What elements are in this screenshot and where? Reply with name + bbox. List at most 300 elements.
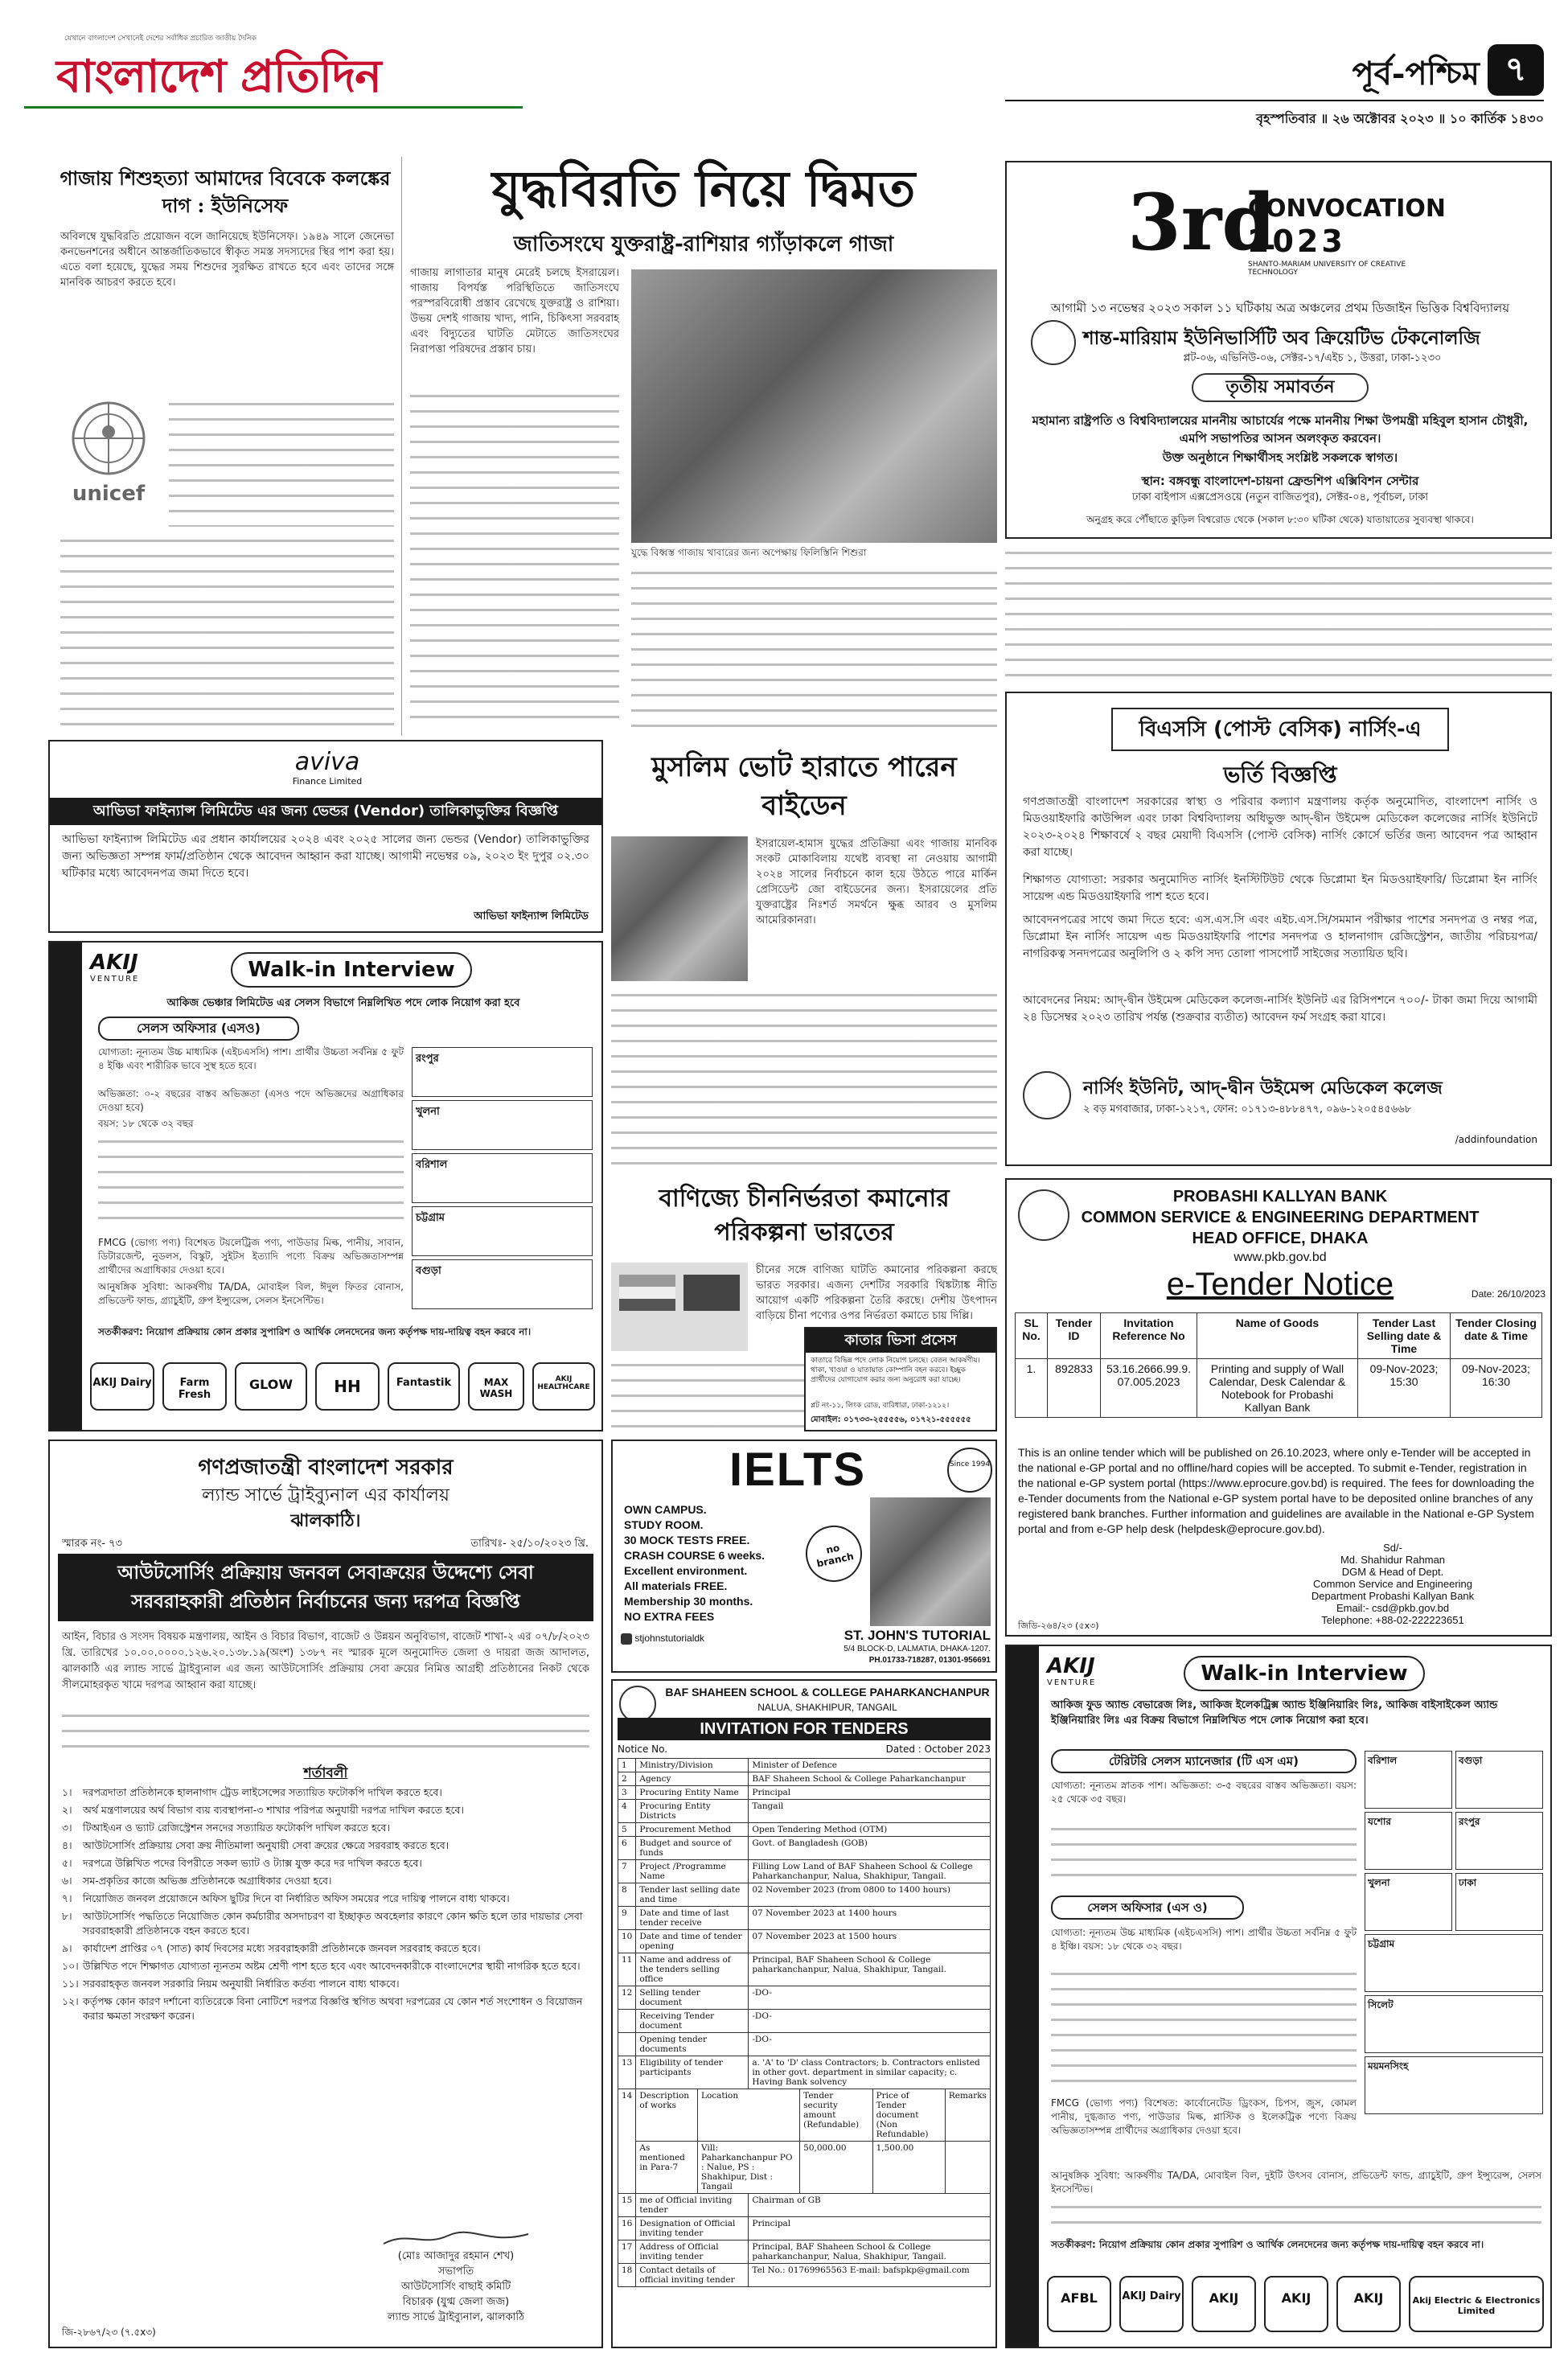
baf-cell: 3 — [618, 1786, 636, 1800]
ls-condition-12: ১২। কর্তৃপক্ষ কোন কারণ দর্শানো ব্যতিরেকে বিনা নোটিশে দরপত্র বিজ্ঞপ্তি স্থগিত অথবা দরপত্রের যে কোন শর্ত সংশোধন ও বিয়োজন করার ক্ষমতা সংরক্ষণ করেন। — [62, 1994, 589, 2023]
table-row — [618, 2194, 991, 2217]
india-china-headline: বাণিজ্যে চীননির্ভরতা কমানোর পরিকল্পনা ভারতের — [659, 1185, 950, 1247]
lead-photo — [631, 269, 997, 543]
ls-office: ল্যান্ড সার্ভে ট্রাইব্যুনাল এর কার্যালয় — [202, 1485, 449, 1505]
baf-cell: 17 — [618, 2241, 636, 2264]
baf-cell: 07 November 2023 at 1400 hours — [749, 1907, 991, 1930]
akij-left-qualification: যোগ্যতা: নূন্যতম উচ্চ মাধ্যমিক (এইচএসসি) পাশ। প্রার্থীর উচ্চতা সর্বনিম্ন ৫ ফুট ৪ ইঞ্চি এবং শারীরিক ভাবে সুস্থ হতে হবে। — [98, 1046, 404, 1071]
pkb-body: This is an online tender which will be published on 26.10.2023, where only e-Tender will be accepted in the national e-GP portal and no offline/hard copies will be accepted. To submit e-Tender, registration in the national e-GP system portal (https://www.eprocure.gov.bd) is required. The fees for downloading the e-Tender documents from the National e-GP system portal have to be deposited online branches of any registered bank branches. Further information and guidelines are available in the National e-GP System portal and from e-GP help desk (helpdesk@eprocure.gov.bd). — [1018, 1446, 1535, 1535]
baf-cell: 12 — [618, 1986, 636, 2010]
akij-left-brand-name: AKIJ — [90, 951, 138, 975]
table-row — [618, 1800, 991, 1823]
ielts-address: 5/4 BLOCK-D, LALMATIA, DHAKA-1207. — [844, 1645, 991, 1653]
baf-cell: 02 November 2023 (from 0800 to 1400 hours) — [749, 1883, 991, 1907]
table-row — [618, 1930, 991, 1953]
convocation-university-bn: শান্ত-মারিয়াম ইউনিভার্সিটি অব ক্রিয়েটিভ টেকনোলজি — [1083, 328, 1480, 349]
pkb-tender-table — [1015, 1312, 1542, 1418]
ls-condition-5: ৫। দরপত্রে উল্লিখিত পদের বিপরীতে সকল ভ্যাট ও ট্যাক্স যুক্ত করে দর দাখিল করতে হবে। — [62, 1856, 589, 1871]
akij-left-details — [98, 1136, 404, 1232]
akij-right-location-5: খুলনা — [1365, 1873, 1452, 1931]
ielts-item-4: CRASH COURSE 6 weeks. — [624, 1549, 766, 1562]
akij-right-location-7: চট্টগ্রাম — [1365, 1934, 1543, 1992]
baf-cell: 16 — [618, 2217, 636, 2241]
masthead-rule-left — [24, 106, 523, 109]
akij-left-brand-sub: VENTURE — [90, 975, 140, 984]
akij-right-benefits: আনুষঙ্গিক সুবিধা: আকর্ষণীয় TA/DA, মোবাইল বিল, দুইটি উৎসব বোনাস, প্রভিডেন্ট ফান্ড, গ্র্যাচুইটি, গ্রুপ ইন্স্যুরেন্স, সেলস ইনসেন্টিভ। — [1051, 2170, 1541, 2195]
brand-logo-6: MAX WASH — [468, 1362, 524, 1411]
pkb-ref: জিডি-২৬৪/২৩ (৫x৩) — [1018, 1620, 1099, 1631]
masthead — [0, 0, 1568, 153]
ls-date: তারিখঃ- ২৫/১০/২০২৩ খ্রি. — [470, 1538, 589, 1550]
baf-contact-table — [618, 2193, 991, 2287]
baf-works-cell: As mentioned in Para-7 — [636, 2142, 698, 2194]
ls-signer-title: সভাপতি — [437, 2265, 474, 2277]
baf-works-cell: 50,000.00 — [800, 2142, 872, 2194]
akij-left-location-1: রংপুর — [412, 1047, 593, 1097]
ls-condition-6: ৬। সম-প্রকৃতির কাজে অভিজ্ঞ প্রতিষ্ঠানকে অগ্রাধিকার দেওয়া হবে। — [62, 1874, 589, 1888]
convocation-event-label — [1192, 373, 1369, 402]
ls-signature-block — [323, 2229, 589, 2325]
baf-school: BAF SHAHEEN SCHOOL & COLLEGE PAHARKANCHANPUR — [665, 1686, 990, 1698]
baf-works-head: Description of works — [636, 2089, 698, 2142]
baf-cell: Principal — [749, 2217, 991, 2241]
akij-left-title-box — [231, 952, 472, 988]
section-title: পূর্ব-পশ্চিম — [1352, 55, 1480, 92]
table-row — [618, 1759, 991, 1772]
ls-condition-2-text: অর্থ মন্ত্রণালয়ের অর্থ বিভাগ ব্যয় ব্যবস্থাপনা-৩ শাখার পরিপত্র অনুযায়ী দরপত্র দাখিল করতে হবে। — [83, 1804, 464, 1816]
convocation-title: CONVOCATION — [1248, 195, 1446, 223]
ielts-since: Since 1994 — [949, 1460, 991, 1468]
ielts-title: IELTS — [729, 1444, 867, 1496]
ls-signer-office: বিচারক (যুগ্ম জেলা জজ) — [402, 2296, 510, 2308]
ielts-student-photo — [870, 1497, 991, 1626]
ls-conditions-title: শর্তাবলী — [303, 1765, 348, 1781]
akij-right-location-9: ময়মনসিংহ — [1365, 2056, 1543, 2114]
pkb-signature-block — [1272, 1542, 1513, 1626]
baf-cell: 7 — [618, 1860, 636, 1883]
baf-notice-no: Notice No. — [618, 1744, 668, 1755]
akij-right-title-box — [1184, 1656, 1425, 1691]
nursing-point-1: শিক্ষাগত যোগ্যতা: সরকার অনুমোদিত নার্সিং ইনস্টিটিউট থেকে ডিপ্লোমা ইন মিডওয়াইফারি/ ডিপ্লোমা ইন নার্সিং সায়েন্স এন্ড মিডওয়াইফারি পাশ হতে হবে। — [1023, 873, 1537, 903]
ls-condition-6-text: সম-প্রকৃতির কাজে অভিজ্ঞ প্রতিষ্ঠানকে অগ্রাধিকার দেওয়া হবে। — [83, 1875, 332, 1887]
baf-tender-ad — [611, 1679, 997, 2348]
akij-right-intro: আকিজ ফুড অ্যান্ড বেভারেজ লিঃ, আকিজ ইলেকট্রিক্স অ্যান্ড ইঞ্জিনিয়ারিং লিঃ, আকিজ বাইসাইকেল অ্যান্ড ইঞ্জিনিয়ারিং লিঃ এর বিক্রয় বিভাগে নিম্নলিখিত পদে লোক নিয়োগ করা হবে। — [1051, 1699, 1498, 1727]
ls-gov: গণপ্রজাতন্ত্রী বাংলাদেশ সরকার — [198, 1456, 454, 1480]
baf-cell: 6 — [618, 1837, 636, 1860]
table-row — [618, 1786, 991, 1800]
baf-works-cell: 1,500.00 — [872, 2142, 945, 2194]
akij-left-experience: অভিজ্ঞতা: ০-২ বছরের বাস্তব অভিজ্ঞতা (এসও পদে অভিজ্ঞদের অগ্রাধিকার দেওয়া হবে) — [98, 1088, 404, 1113]
table-row — [618, 1823, 991, 1837]
nursing-intro: গণপ্রজাতন্ত্রী বাংলাদেশ সরকারের স্বাস্থ্য ও পরিবার কল্যাণ মন্ত্রণালয় কর্তৃক অনুমোদিত, বাংলাদেশ নার্সিং ও মিডওয়াইফারি কাউন্সিল এবং ঢাকা বিশ্ববিদ্যালয় অধিভুক্ত আদ্-দ্বীন উইমেন্স মেডিকেল কলেজের নার্সিং ইউনিটে ২০২৩-২০২৪ শিক্ষাবর্ষে ২ বছর মেয়াদী বিএসসি (পোস্ট বেসিক) নার্সিং কোর্সে ভর্তির জন্য আবেদন পত্র আহ্বান করা যাচ্ছে। — [1023, 795, 1537, 859]
akij-right-brand-sub: VENTURE — [1047, 1678, 1097, 1687]
baf-notice-line — [618, 1744, 991, 1755]
aviva-logo-sub: Finance Limited — [292, 776, 363, 787]
baf-cell: Date and time of last tender receive — [636, 1907, 749, 1930]
ls-condition-9: ৯। কার্যাদেশ প্রাপ্তির ০৭ (সাত) কার্য দিবসের মধ্যে সরবরাহকারী প্রতিষ্ঠানকে জনবল সরবরাহ করতে হবে। — [62, 1941, 589, 1956]
masthead-rule — [1005, 100, 1544, 101]
akij-left-brand-strip — [90, 1354, 597, 1422]
akij-left-ad — [48, 941, 603, 1431]
date-line: বৃহস্পতিবার ॥ ২৬ অক্টোবর ২০২৩ ॥ ১০ কার্তিক ১৪৩০ — [1256, 111, 1544, 126]
ls-condition-8: ৮। আউটসোর্সিং পদ্ধতিতে নিয়োজিত কোন কর্মচারীর অসদাচরণ বা ইচ্ছাকৃত অবহেলার কারণে কোন ক্ষতি হলে তার দায়ভার সেবা সরবরাহকারী প্রতিষ্ঠানকে বহন করতে হবে। — [62, 1909, 589, 1938]
ls-condition-10-text: উল্লিখিত পদে শিক্ষাগত যোগ্যতা ন্যূনতম অষ্টম শ্রেণী পাশ হতে হবে এবং আবেদনকারীকে বাংলাদেশের স্থায়ী নাগরিক হতে হবে। — [83, 1960, 581, 1972]
brand-logo-akij-1: AKIJ — [1192, 2276, 1256, 2332]
akij-left-intro: আকিজ ভেঞ্চার লিমিটেড এর সেলস বিভাগে নিম্নলিখিত পদে লোক নিয়োগ করা হবে — [166, 997, 520, 1009]
lead-photo-caption: যুদ্ধে বিধ্বস্ত গাজায় খাবারের জন্য অপেক্ষায় ফিলিস্তিনি শিশুরা — [631, 547, 867, 558]
akij-right-extra — [1051, 2201, 1541, 2233]
convocation-number: 3rd — [1127, 177, 1276, 268]
table-row — [618, 2089, 991, 2142]
nursing-subtitle: ভর্তি বিজ্ঞপ্তি — [1223, 762, 1337, 788]
baf-cell: Tel No.: 01769965563 E-mail: bafspkp@gmail.com — [749, 2264, 991, 2287]
pkb-web[interactable]: www.pkb.gov.bd — [1233, 1251, 1327, 1264]
baf-cell: Contact details of official inviting tender — [636, 2264, 749, 2287]
land-survey-ad — [48, 1440, 603, 2348]
table-row — [618, 1860, 991, 1883]
baf-cell: Name and address of the tenders selling office — [636, 1953, 749, 1986]
baf-cell: 9 — [618, 1907, 636, 1930]
baf-cell: Receiving Tender document — [636, 2010, 749, 2033]
baf-cell: Date and time of tender opening — [636, 1930, 749, 1953]
convocation-venue-label: স্থান: বঙ্গবন্ধু বাংলাদেশ-চায়না ফ্রেন্ডশিপ এক্সিবিশন সেন্টার — [1141, 474, 1419, 488]
brand-logo-akij-3: AKIJ — [1336, 2276, 1401, 2332]
convocation-welcome: উক্ত অনুষ্ঠানে শিক্ষার্থীসহ সংশ্লিষ্ট সকলকে স্বাগত। — [1162, 450, 1398, 465]
nursing-title-box — [1111, 708, 1449, 751]
brand-logo-dairy: AKIJ Dairy — [1119, 2276, 1184, 2332]
akij-right-loc-row — [1365, 1751, 1543, 1809]
baf-cell: 10 — [618, 1930, 636, 1953]
ls-condition-1-text: দরপত্রদাতা প্রতিষ্ঠানকে হালনাগাদ ট্রেড লাইসেন্সের সত্যায়িত ফটোকপি দাখিল করতে হবে। — [83, 1786, 442, 1798]
baf-cell: BAF Shaheen School & College Paharkanchanpur — [749, 1772, 991, 1786]
brand-logo-2: Farm Fresh — [162, 1362, 227, 1411]
table-row — [618, 1986, 991, 2010]
baf-cell — [618, 2033, 636, 2056]
ls-title — [58, 1554, 593, 1621]
akij-right-position2: সেলস অফিসার (এস ও) — [1087, 1900, 1208, 1915]
page-number-badge — [1488, 44, 1544, 96]
akij-left-brand — [90, 951, 187, 984]
biden-body: ইসরায়েল-হামাস যুদ্ধের প্রতিক্রিয়া এবং গাজায় মানবিক সংকট মোকাবিলায় যথেষ্ট ব্যবস্থা না নেওয়ায় আগামী ২০২৪ সালের নির্বাচনে কাল হয়ে উঠতে পারে মার্কিন প্রেসিডেন্ট জো বাইডেনের জন্য। ইসরায়েলের প্রতি যুক্তরাষ্ট্রের নিঃশর্ত সমর্থনে ক্ষুব্ধ আরব ও মুসলিম আমেরিকানরা। — [756, 838, 997, 926]
qatar-visa-phone: মোবাইল: ০১৭৩৩-২৫৫৫৫৬, ০১৭২১-৫৫৫৫৫৫ — [811, 1415, 971, 1424]
baf-cell: -DO- — [749, 2033, 991, 2056]
ls-condition-7-text: নিয়োজিত জনবল প্রয়োজনে অফিস ছুটির দিনে বা নির্ধারিত অফিস সময়ের পরে দায়িত্ব পালনে বাধ্য থাকবে। — [83, 1892, 510, 1904]
unicef-headline: গাজায় শিশুহত্যা আমাদের বিবেকে কলঙ্কের দাগ : ইউনিসেফ — [60, 166, 391, 217]
baf-cell: Principal, BAF Shaheen School & College paharkanchanpur, Nalua, Shakhipur, Tangail. — [749, 2241, 991, 2264]
baf-works-head: Tender security amount (Refundable) — [800, 2089, 872, 2142]
akij-right-side-band — [1007, 1646, 1039, 2347]
baf-cell: 5 — [618, 1823, 636, 1837]
ielts-item-5: Excellent environment. — [624, 1564, 748, 1577]
pkb-td-selling: 09-Nov-2023; 15:30 — [1358, 1359, 1451, 1418]
ielts-phone: PH.01733-718287, 01301-956691 — [868, 1656, 991, 1665]
nursing-address: ২ বড় মগবাজার, ঢাকা-১২১৭, ফোন: ০১৭১৩-৪৮৮৪৭৭, ০৯৬-১২০৫৪৫৬৬৮ — [1083, 1103, 1412, 1115]
ielts-ad — [611, 1440, 997, 1673]
unicef-story — [48, 157, 402, 736]
baf-title: INVITATION FOR TENDERS — [618, 1718, 991, 1740]
convocation-venue-detail: ঢাকা বাইপাস এক্সপ্রেসওয়ে (নতুন বাজিতপুর), সেক্টর-০৪, পূর্বাচল, ঢাকা — [1131, 491, 1429, 503]
unicef-body-text — [169, 398, 394, 527]
page-number: ৭ — [1504, 49, 1527, 88]
baf-cell: Eligibility of tender participants — [636, 2056, 749, 2089]
nursing-title: বিএসসি (পোস্ট বেসিক) নার্সিং-এ — [1139, 717, 1422, 741]
ielts-social[interactable] — [621, 1633, 782, 1645]
baf-cell: Procuring Entity Name — [636, 1786, 749, 1800]
pkb-th-ref: Invitation Reference No — [1101, 1313, 1197, 1359]
nursing-ad — [1005, 692, 1552, 1166]
pkb-th-sl: SL No. — [1016, 1313, 1048, 1359]
pkb-notice-title: e-Tender Notice — [1166, 1267, 1394, 1302]
ls-condition-9-text: কার্যাদেশ প্রাপ্তির ০৭ (সাত) কার্য দিবসের মধ্যে সরবরাহকারী প্রতিষ্ঠানকে জনবল সরবরাহ করতে হবে। — [83, 1942, 481, 1954]
baf-cell: Filling Low Land of BAF Shaheen School & College Paharkanchanpur, Nalua, Shakhipur, Tangail. — [749, 1860, 991, 1883]
pkb-tender-ad — [1005, 1178, 1552, 1637]
baf-cell: 4 — [618, 1800, 636, 1823]
baf-cell: Designation of Official inviting tender — [636, 2217, 749, 2241]
ls-signature-scribble — [323, 2229, 589, 2249]
baf-cell: Open Tendering Method (OTM) — [749, 1823, 991, 1837]
baf-cell: Chairman of GB — [749, 2194, 991, 2217]
baf-cell: 1 — [618, 1759, 636, 1772]
unicef-emblem-icon — [60, 398, 157, 478]
ls-signer-committee: আউটসোর্সিং বাছাই কমিটি — [400, 2281, 511, 2293]
ls-location: ঝালকাঠি। — [290, 1511, 361, 1531]
akij-right-location-3: যশোর — [1365, 1812, 1452, 1870]
ielts-org: ST. JOHN'S TUTORIAL — [844, 1628, 991, 1643]
convocation-badge — [1127, 170, 1446, 291]
ls-signer-office2: ল্যান্ড সার্ভে ট্রাইব্যুনাল, ঝালকাঠি — [387, 2311, 525, 2323]
aviva-ad — [48, 740, 603, 933]
akij-right-location-grid — [1365, 1751, 1543, 2161]
lead-excerpt: গাজায় লাগাতার মানুষ মেরেই চলছে ইসরায়েল। গাজায় বিপর্যস্ত পরিস্থিতিতে জাতিসংঘে পরস্পরবিরোধী প্রস্তাব রেখেছে যুক্তরাষ্ট্র ও রাশিয়া। উভয় দেশই গাজায় খাদ্য, পানি, চিকিৎসা সরবরাহ এবং বিদ্যুতের ঘাটতি মেটাতে জাতিসংঘের নিরাপত্তা পরিষদের প্রস্তাব চায়। — [410, 267, 619, 355]
lead-body-right — [631, 567, 997, 728]
akij-right-brand — [1047, 1654, 1143, 1687]
india-flag-icon — [619, 1275, 675, 1311]
brand-logo-afbl: AFBL — [1047, 2276, 1111, 2332]
brand-logo-electric: Akij Electric & Electronics Limited — [1409, 2276, 1544, 2332]
baf-cell: Opening tender documents — [636, 2033, 749, 2056]
aviva-logo-text: aviva — [294, 748, 360, 776]
ielts-item-7: Membership 30 months. — [624, 1595, 753, 1608]
ielts-no-branch: no branch — [815, 1542, 856, 1570]
pkb-email[interactable]: Email:- csd@pkb.gov.bd — [1336, 1602, 1450, 1614]
baf-works-cell: Vill: Paharkanchanpur PO : Nalue, PS : Shakhipur, Dist : Tangail — [698, 2142, 800, 2194]
nursing-college-logo-icon — [1023, 1071, 1071, 1119]
pkb-th-id: Tender ID — [1048, 1313, 1101, 1359]
qatar-visa-ad — [804, 1327, 997, 1431]
baf-cell: Ministry/Division — [636, 1759, 749, 1772]
baf-cell: 11 — [618, 1953, 636, 1986]
biden-headline: মুসলিম ভোট হারাতে পারেন বাইডেন — [651, 751, 957, 822]
brand-logo-1: AKIJ Dairy — [90, 1362, 154, 1411]
lead-headline: যুদ্ধবিরতি নিয়ে দ্বিমত — [491, 159, 916, 218]
akij-right-brand-strip — [1047, 2269, 1545, 2342]
akij-right-pos2-detail: যোগ্যতা: নূন্যতম উচ্চ মাধ্যমিক (এইচএসসি) পাশ। প্রার্থীর উচ্চতা সর্বনিম্ন ৫ ফুট ৪ ইঞ্চি। বয়স: ১৮ থেকে ৩২ বছর। — [1051, 1927, 1357, 1952]
baf-row14-no: 14 — [618, 2089, 636, 2194]
baf-cell: Procuring Entity Districts — [636, 1800, 749, 1823]
table-row — [618, 1953, 991, 1986]
ls-condition-11-text: সরবরাহকৃত জনবল সরকারি নিয়ম অনুযায়ী নির্ধারিত কর্তব্য পালনে বাধ্য থাকবে। — [83, 1978, 400, 1990]
baf-cell: Tangail — [749, 1800, 991, 1823]
aviva-logo — [259, 748, 396, 787]
qatar-visa-address: প্লট নং-১১, লিংক রোড, বারিধারা, ঢাকা-১২১২। — [811, 1402, 950, 1410]
ls-signer: (মোঃ আজাদুর রহমান শেখ) — [397, 2250, 515, 2262]
aviva-signature: আভিভা ফাইন্যান্স লিমিটেড — [474, 910, 589, 922]
baf-works-head: Location — [698, 2089, 800, 2142]
ls-condition-12-text: কর্তৃপক্ষ কোন কারণ দর্শানো ব্যতিরেকে বিনা নোটিশে দরপত্র বিজ্ঞপ্তি স্থগিত অথবা দরপত্রের যে কোন শর্ত সংশোধন ও বিয়োজন করার ক্ষমতা সংরক্ষণ করেন। — [83, 1995, 583, 2022]
convocation-event-text: তৃতীয় সমাবর্তন — [1225, 377, 1335, 397]
table-row — [618, 2142, 991, 2194]
convocation-address: প্লট-০৬, এভিনিউ-০৬, সেক্টর-১৭/এইচ ১, উত্তরা, ঢাকা-১২৩০ — [1183, 352, 1442, 364]
baf-cell: me of Official inviting tender — [636, 2194, 749, 2217]
pkb-td-sl: 1. — [1016, 1359, 1048, 1418]
akij-left-benefits: আনুষঙ্গিক সুবিধা: আকর্ষণীয় TA/DA, মোবাইল বিল, ঈদুল ফিতর বোনাস, প্রভিডেন্ট ফান্ড, গ্র্যাচুইটি, গ্রুপ ইন্স্যুরেন্স, সেলস ইনসেন্টিভ। — [98, 1281, 404, 1306]
unicef-lead: অবিলম্বে যুদ্ধবিরতি প্রয়োজন বলে জানিয়েছে ইউনিসেফ। ১৯৪৯ সালে জেনেভা কনভেনশনের অধীনে আন্তর্জাতিকভাবে স্বীকৃত সমস্ত সদস্যদের স্থির পাশ করা হয়। এতে বলা হয়েছে, যুদ্ধের সময় শিশুদের সুরক্ষিত রাখতে হবে এবং তাদের সঙ্গে মানবিক আচরণ করতে হবে। — [60, 231, 394, 289]
akij-left-position-box — [98, 1017, 299, 1041]
table-row — [618, 2264, 991, 2287]
pkb-phone: Telephone: +88-02-222223651 — [1321, 1614, 1464, 1626]
convocation-ad — [1005, 161, 1552, 539]
akij-left-warning: সতর্কীকরণ: নিয়োগ প্রক্রিয়ায় কোন প্রকার সুপারিশ ও আর্থিক লেনদেনের জন্য কর্তৃপক্ষ দায়-দায়িত্ব বহন করবে না। — [98, 1326, 532, 1337]
aviva-body: আভিভা ফাইন্যান্স লিমিটেড এর প্রধান কার্যালয়ের ২০২৪ এবং ২০২৫ সালের জন্য ভেন্ডর (Vendor) তালিকাভুক্তির জন্য অভিজ্ঞতা সম্পন্ন ফার্ম/প্রতিষ্ঠান থেকে আবেদন আহ্বান করা যাচ্ছে। আগামী নভেম্বর ০৯, ২০২৩ ইং দুপুর ০২.৩০ ঘটিকার মধ্যে আবেদনপত্র জমা দিতে হবে। — [62, 833, 589, 880]
ielts-since-badge — [947, 1448, 992, 1493]
table-row — [618, 2010, 991, 2033]
ls-condition-3-text: টিআইএন ও ভ্যাট রেজিস্ট্রেশন সনদের সত্যায়িত ফটোকপি দাখিল করতে হবে। — [83, 1822, 390, 1834]
table-row — [618, 2217, 991, 2241]
ls-condition-11: ১১। সরবরাহকৃত জনবল সরকারি নিয়ম অনুযায়ী নির্ধারিত কর্তব্য পালনে বাধ্য থাকবে। — [62, 1977, 589, 1991]
nursing-footer-link[interactable]: /addinfoundation — [1455, 1134, 1537, 1145]
table-row — [618, 2056, 991, 2089]
convocation-chief-guest: মহামান্য রাষ্ট্রপতি ও বিশ্ববিদ্যালয়ের মাননীয় আচার্যের পক্ষে মাননীয় শিক্ষা উপমন্ত্রী মহিবুল হাসান চৌধুরী, এমপি সভাপতির আসন অলংকৃত করবেন। — [1032, 413, 1529, 446]
lead-continuation-text — [1005, 547, 1552, 684]
pkb-notice-date: Date: 26/10/2023 — [1471, 1288, 1545, 1300]
akij-right-location-2: বগুড়া — [1455, 1751, 1543, 1809]
facebook-icon — [621, 1633, 632, 1645]
ielts-item-3: 30 MOCK TESTS FREE. — [624, 1534, 750, 1546]
lead-subheadline: জাতিসংঘে যুক্তরাষ্ট্র-রাশিয়ার গ্যাঁড়াকলে গাজা — [513, 232, 894, 257]
baf-cell: -DO- — [749, 2010, 991, 2033]
pkb-sign: Sd/- — [1383, 1542, 1402, 1554]
akij-left-location-5: বগুড়া — [412, 1259, 593, 1309]
akij-right-pos2-more — [1051, 1968, 1357, 2089]
table-row — [618, 1772, 991, 1786]
akij-right-location-8: সিলেট — [1365, 1995, 1543, 2053]
baf-cell: 15 — [618, 2194, 636, 2217]
masthead-tagline: যেখানে বাংলাদেশ সেখানেই দেশের সর্বাধিক প্রচারিত জাতীয় দৈনিক — [64, 35, 257, 43]
baf-cell: Tender last selling date and time — [636, 1883, 749, 1907]
pkb-signer-title: DGM & Head of Dept. — [1341, 1566, 1444, 1578]
pkb-td-closing: 09-Nov-2023; 16:30 — [1451, 1359, 1542, 1418]
ls-intro-cont — [62, 1710, 589, 1758]
india-china-body: চীনের সঙ্গে বাণিজ্য ঘাটতি কমানোর পরিকল্পনা করছে ভারত সরকার। এজন্য দেশটির সরকারি থিঙ্কট্যাঙ্ক নীতি আয়োগ একটি পরিকল্পনা তৈরি করছে। দেশীয় উৎপাদন বাড়িয়ে চীনা পণ্যের ওপর নির্ভরতা কমাতে চায় দিল্লি। — [756, 1264, 997, 1322]
baf-cell: Minister of Defence — [749, 1759, 991, 1772]
akij-right-position2-box — [1051, 1896, 1244, 1920]
brand-logo-4: HH — [315, 1362, 380, 1411]
ielts-list — [624, 1502, 833, 1624]
baf-cell: Govt. of Bangladesh (GOB) — [749, 1837, 991, 1860]
convocation-announcement: আগামী ১৩ নভেম্বর ২০২৩ সকাল ১১ ঘটিকায় অত্র অঞ্চলের প্রথম ডিজাইন ভিত্তিক বিশ্ববিদ্যালয় — [1050, 301, 1510, 315]
baf-cell: 18 — [618, 2264, 636, 2287]
baf-cell: 07 November 2023 at 1500 hours — [749, 1930, 991, 1953]
pkb-signer-dept: Common Service and Engineering — [1313, 1578, 1472, 1590]
pkb-th-goods: Name of Goods — [1197, 1313, 1358, 1359]
table-row — [618, 1907, 991, 1930]
table-row — [618, 2241, 991, 2264]
baf-cell: Principal, BAF Shaheen School & College paharkanchanpur, Nalua, Shakhipur, Tangail. — [749, 1953, 991, 1986]
akij-right-position1-box — [1051, 1749, 1357, 1773]
university-seal-icon — [1031, 320, 1076, 365]
table-row — [618, 1883, 991, 1907]
brand-logo-5: Fantastik — [388, 1362, 460, 1411]
convocation-footer: অনুগ্রহ করে পৌঁছাতে কুড়িল বিশ্বরোড থেকে (সকাল ৮:৩০ ঘটিকা থেকে) যাতায়াতের সুব্যবস্থা থাকবে। — [1086, 514, 1474, 525]
baf-cell: 8 — [618, 1883, 636, 1907]
akij-right-warning: সতর্কীকরণ: নিয়োগ প্রক্রিয়ায় কোন প্রকার সুপারিশ ও আর্থিক লেনদেনের জন্য কর্তৃপক্ষ দায়-দায়িত্ব বহন করবে না। — [1051, 2239, 1484, 2250]
ls-condition-5-text: দরপত্রে উল্লিখিত পদের বিপরীতে সকল ভ্যাট ও ট্যাক্স যুক্ত করে দর দাখিল করতে হবে। — [83, 1857, 422, 1869]
pkb-td-goods: Printing and supply of Wall Calendar, Desk Calendar & Notebook for Probashi Kallyan Bank — [1197, 1359, 1358, 1418]
nursing-college: নার্সিং ইউনিট, আদ্-দ্বীন উইমেন্স মেডিকেল কলেজ — [1083, 1078, 1443, 1099]
ielts-item-1: OWN CAMPUS. — [624, 1503, 707, 1516]
baf-cell: Procurement Method — [636, 1823, 749, 1837]
biden-photo — [611, 836, 748, 981]
pkb-td-ref: 53.16.2666.99.9.07.005.2023 — [1101, 1359, 1197, 1418]
baf-cell: Agency — [636, 1772, 749, 1786]
ls-intro: আইন, বিচার ও সংসদ বিষয়ক মন্ত্রণালয়, আইন ও বিচার বিভাগ, বাজেট ও উন্নয়ন অনুবিভাগ, বাজেট শাখা-২ এর ০৭/৮/২০২৩ খ্রি. তারিখের ১০.০০.০০০০.১২৬.২০.১৩৮.১৯(অংশ) ১৩৮৭ নং স্মারক মূলে অনুমোদিত জেলা ও দায়রা জজ আদালত, ঝালকাঠি এর ল্যান্ড সার্ভে ট্রাইব্যুনাল এর জন্য আউটসোর্সিং প্রক্রিয়ায় সেবা ক্রয়ের নিমিত্ত আগ্রহী প্রতিষ্ঠানের নিকট থেকে সীলমোহরকৃত খামে দরপত্র আহ্বান করা যাচ্ছে। — [62, 1631, 589, 1691]
ielts-item-6: All materials FREE. — [624, 1579, 728, 1592]
ls-memo: স্মারক নং- ৭৩ — [62, 1538, 123, 1550]
akij-right-brand-name: AKIJ — [1047, 1654, 1095, 1678]
akij-right-loc-row — [1365, 1873, 1543, 1931]
akij-left-location-grid — [412, 1047, 593, 1312]
akij-left-title: Walk-in Interview — [248, 958, 455, 982]
akij-right-loc-row — [1365, 1812, 1543, 1870]
aviva-title: আভিভা ফাইন্যান্স লিমিটেড এর জন্য ভেন্ডর (Vendor) তালিকাভুক্তির বিজ্ঞপ্তি — [50, 798, 601, 825]
pkb-th-closing: Tender Closing date & Time — [1451, 1313, 1542, 1359]
akij-right-position1: টেরিটরি সেলস ম্যানেজার (টি এস এম) — [1109, 1754, 1299, 1768]
ls-condition-1: ১। দরপত্রদাতা প্রতিষ্ঠানকে হালনাগাদ ট্রেড লাইসেন্সের সত্যায়িত ফটোকপি দাখিল করতে হবে। — [62, 1785, 589, 1800]
pkb-th-selling: Tender Last Selling date & Time — [1358, 1313, 1451, 1359]
biden-story — [611, 748, 997, 1174]
baf-cell — [618, 2010, 636, 2033]
pkb-signer: Md. Shahidur Rahman — [1340, 1554, 1446, 1566]
ielts-item-8: NO EXTRA FEES — [624, 1610, 715, 1623]
pkb-td-id: 892833 — [1048, 1359, 1101, 1418]
china-flag-icon — [683, 1275, 740, 1311]
baf-works-head: Remarks — [945, 2089, 990, 2142]
baf-cell: Budget and source of funds — [636, 1837, 749, 1860]
baf-notice-date: Dated : October 2023 — [885, 1744, 991, 1755]
ls-ref: জি-২৮৬৭/২৩ (৭.৫x৩) — [62, 2327, 156, 2338]
akij-right-fmcg: FMCG (ভোগ্য পণ্য) বিশেষত: কার্বোনেটেড ড্রিংকস, চিপস, জুস, কোমল পানীয়, দুগ্ধজাত পণ্য, পাউডার মিল্ক, প্লাস্টিক ও ইলেকট্রিক পণ্যে বিক্রয় অভিজ্ঞতাসম্পন্ন প্রার্থীদের অগ্রাধিকার দেওয়া হবে। — [1051, 2097, 1357, 2136]
lead-body-left — [410, 390, 619, 728]
akij-right-location-4: রংপুর — [1455, 1812, 1543, 1870]
ls-title-line-1: আউটসোর্সিং প্রক্রিয়ায় জনবল সেবাক্রয়ের উদ্দেশ্যে সেবা — [117, 1563, 534, 1583]
akij-left-fmcg: FMCG (ভোগ্য পণ্য) বিশেষত টয়লেট্রিজ পণ্য, পাউডার মিল্ক, পানীয়, সাবান, ডিটারজেন্ট, নুডলস, বিস্কুট, সুইটস ইত্যাদি পণ্যে বিক্রয় অভিজ্ঞতাসম্পন্ন প্রার্থীদের অগ্রাধিকার দেওয়া হবে। — [98, 1237, 404, 1275]
akij-right-pos1-detail: যোগ্যতা: নূন্যতম স্নাতক পাশ। অভিজ্ঞতা: ৩-৫ বছরের বাস্তব অভিজ্ঞতা। বয়স: ২৫ থেকে ৩৫ বছর। — [1051, 1780, 1357, 1805]
qatar-visa-body: কাতারে বিভিন্ন পদে লোক নিয়োগ চলছে। বেতন আকর্ষণীয়। থাকা, খাওয়া ও যাতায়াত কোম্পানি বহন করবে। ইচ্ছুক প্রার্থীদের যোগাযোগ করার জন্য অনুরোধ করা যাচ্ছে। — [811, 1357, 980, 1384]
akij-right-location-1: বরিশাল — [1365, 1751, 1452, 1809]
table-row — [618, 1837, 991, 1860]
akij-right-location-6: ঢাকা — [1455, 1873, 1543, 1931]
convocation-university-en: SHANTO-MARIAM UNIVERSITY OF CREATIVE TECHNOLOGY — [1248, 261, 1406, 277]
unicef-body-text-2 — [60, 535, 394, 728]
akij-left-side-band — [50, 943, 82, 1430]
pkb-name: PROBASHI KALLYAN BANK — [1172, 1188, 1388, 1205]
convocation-year: 2023 — [1248, 224, 1346, 259]
unicef-logo-text: unicef — [72, 482, 146, 506]
baf-cell: Selling tender document — [636, 1986, 749, 2010]
pkb-dept: COMMON SERVICE & ENGINEERING DEPARTMENT — [1081, 1209, 1480, 1226]
qatar-visa-title: কাতার ভিসা প্রসেস — [806, 1329, 995, 1353]
pkb-signer-dept2: Department Probashi Kallyan Bank — [1311, 1590, 1475, 1602]
